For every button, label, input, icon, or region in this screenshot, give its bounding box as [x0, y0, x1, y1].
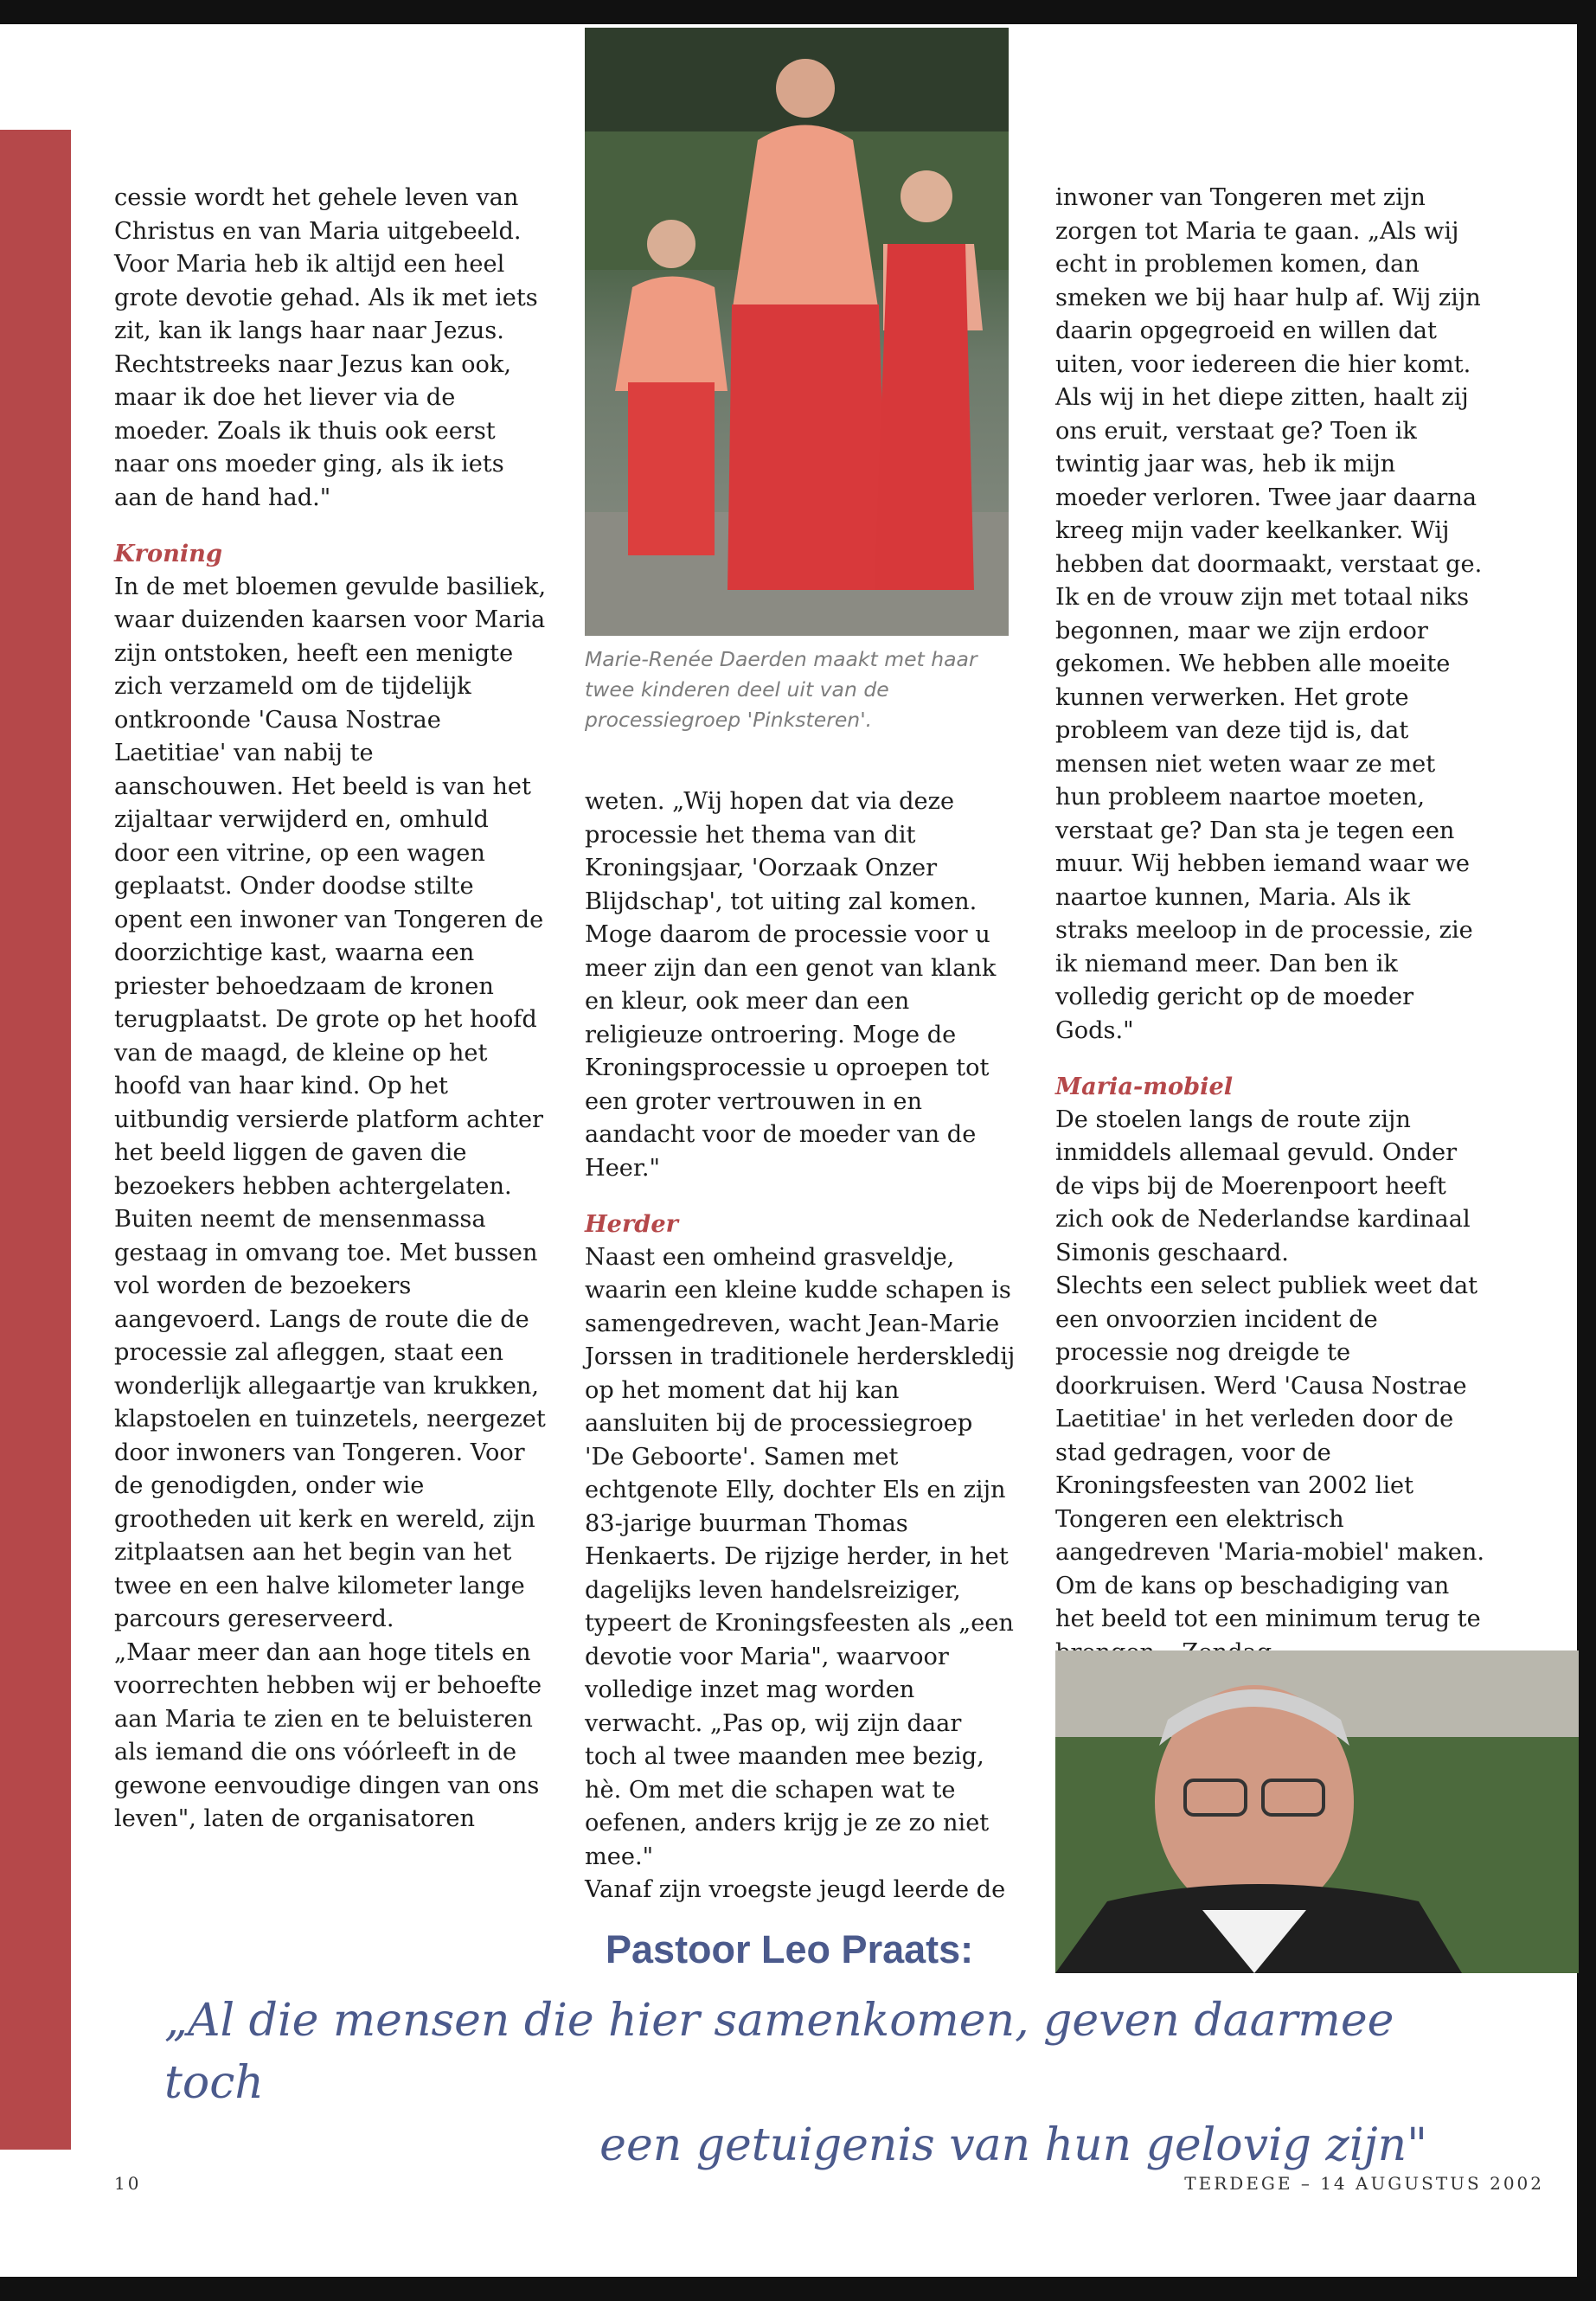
photo-caption: Marie-Renée Daerden maakt met haar twee kinderen deel uit van de processiegroep 'Pinksteren'. — [585, 647, 977, 732]
procession-family-photo — [585, 28, 1009, 636]
publication-footer: TERDEGE – 14 AUGUSTUS 2002 — [1184, 2173, 1544, 2194]
subheading-kroning: Kroning — [114, 540, 222, 567]
pastor-portrait-photo — [1055, 1650, 1579, 1973]
page-top-border — [0, 0, 1596, 24]
body-paragraph: Vanaf zijn vroegste jeugd leerde de — [585, 1876, 1006, 1903]
pull-quote-speaker: Pastoor Leo Praats: — [606, 1927, 974, 1971]
body-paragraph: inwoner van Tongeren met zijn zorgen tot Maria te gaan. „Als wij echt in problemen komen, dan smeken we bij haar hulp af. Wij zijn daarin opgegroeid en willen dat uiten, voor iedereen die hier komt. Als wij in het diepe zitten, haalt zij ons eruit, verstaat ge? Toen ik twintig jaar was, heb ik mijn moeder verloren. Twee jaar daarna kreeg mijn vader keelkanker. Wij hebben dat doormaakt, verstaat ge. Ik en de vrouw zijn met totaal niks begonnen, maar we zijn erdoor gekomen. We hebben alle moeite kunnen verwerken. Het grote probleem van deze tijd is, dat mensen niet weten waar ze met hun probleem naartoe moeten, verstaat ge? Dan sta je tegen een muur. Wij hebben iemand waar we naartoe kunnen, Maria. Als ik straks meeloop in de processie, zie ik niemand meer. Dan ben ik volledig gericht op de moeder Gods." — [1055, 184, 1483, 1044]
article-column-1 — [114, 182, 547, 1836]
body-paragraph: In de met bloemen gevulde basiliek, waar duizenden kaarsen voor Maria zijn ontstoken, heeft een menigte zich verzameld om de tijdelijk ontkroonde 'Causa Nostrae Laetitiae' van nabij te aanschouwen. Het beeld is van het zijaltaar verwijderd en, omhuld door een vitrine, op een wagen geplaatst. Onder doodse stilte opent een inwoner van Tongeren de doorzichtige kast, waarna een priester behoedzaam de kronen terugplaatst. De grote op het hoofd van de maagd, de kleine op het hoofd van haar kind. Op het uitbundig versierde platform achter het beeld liggen de gaven die bezoekers hebben achtergelaten. — [114, 573, 547, 1200]
pull-quote-line-1: „Al die mensen die hier samenkomen, geven daarmee toch — [164, 1995, 1394, 2109]
pull-quote — [164, 1990, 1427, 2176]
decorative-red-band — [0, 130, 71, 2150]
pastor-illustration — [1055, 1650, 1579, 1973]
subheading-herder: Herder — [585, 1210, 678, 1238]
body-paragraph: Naast een omheind grasveldje, waarin een kleine kudde schapen is samengedreven, wacht Jean-Marie Jorssen in traditionele herderskledij op het moment dat hij kan aansluiten bij de processiegroep 'De Geboorte'. Samen met echtgenote Elly, dochter Els en zijn 83-jarige buurman Thomas Henkaerts. De rijzige herder, in het dagelijks leven handelsreiziger, typeert de Kroningsfeesten als „een devotie voor Maria", waarvoor volledige inzet mag worden verwacht. „Pas op, wij zijn daar toch al twee maanden mee bezig, hè. Om met die schapen wat te oefenen, anders krijg je ze zo niet mee." — [585, 1243, 1016, 1870]
family-illustration — [585, 28, 1009, 636]
pull-quote-line-2: een getuigenis van hun gelovig zijn" — [599, 2119, 1427, 2171]
subheading-maria-mobiel: Maria-mobiel — [1055, 1073, 1234, 1100]
body-paragraph: „Maar meer dan aan hoge titels en voorrechten hebben wij er behoefte aan Maria te zien en te beluisteren als iemand die ons vóórleeft in de gewone eenvoudige dingen van ons leven", laten de organisatoren — [114, 1638, 542, 1832]
body-paragraph: Slechts een select publiek weet dat een onvoorzien incident de processie nog dreigde te doorkruisen. Werd 'Causa Nostrae Laetitiae' in het verleden door de stad gedragen, voor de Kroningsfeesten van 2002 liet Tongeren een elektrisch aangedreven 'Maria-mobiel' maken. Om de kans op beschadiging van het beeld tot een minimum terug te — [1055, 1272, 1484, 1632]
article-column-2 — [585, 785, 1017, 1907]
body-paragraph: weten. „Wij hopen dat via deze processie het thema van dit Kroningsjaar, 'Oorzaak Onzer Blijdschap', tot uiting zal komen. Moge daarom de processie voor u meer zijn dan een genot van klank en kleur, ook meer dan een religieuze ontroering. Moge de Kroningsprocessie u oproepen tot een groter vertrouwen in en aandacht voor de moeder van de Heer." — [585, 788, 997, 1182]
body-paragraph: cessie wordt het gehele leven van Christus en van Maria uitgebeeld. Voor Maria heb ik altijd een heel grote devotie gehad. Als ik met iets zit, kan ik langs haar naar Jezus. Rechtstreeks naar Jezus kan ook, maar ik doe het liever via de moeder. Zoals ik thuis ook eerst naar ons moeder ging, als ik iets aan de hand had." — [114, 184, 538, 511]
body-paragraph: Buiten neemt de mensenmassa gestaag in omvang toe. Met bussen vol worden de bezoekers aangevoerd. Langs de route die de processie zal afleggen, staat een wonderlijk allegaartje van krukken, klapstoelen en tuinzetels, neergezet door inwoners van Tongeren. Voor de genodigden, onder wie grootheden uit kerk en wereld, zijn zitplaatsen aan het begin van het twee en een halve kilometer lange parcours gereserveerd. — [114, 1206, 546, 1632]
page-bottom-border — [0, 2277, 1596, 2301]
body-paragraph: De stoelen langs de route zijn inmiddels allemaal gevuld. Onder de vips bij de Moerenpoort heeft zich ook de Nederlandse kardinaal Simonis geschaard. — [1055, 1106, 1471, 1266]
article-column-3 — [1055, 182, 1488, 1670]
page-number: 10 — [114, 2173, 142, 2194]
page-right-border — [1577, 0, 1596, 2301]
